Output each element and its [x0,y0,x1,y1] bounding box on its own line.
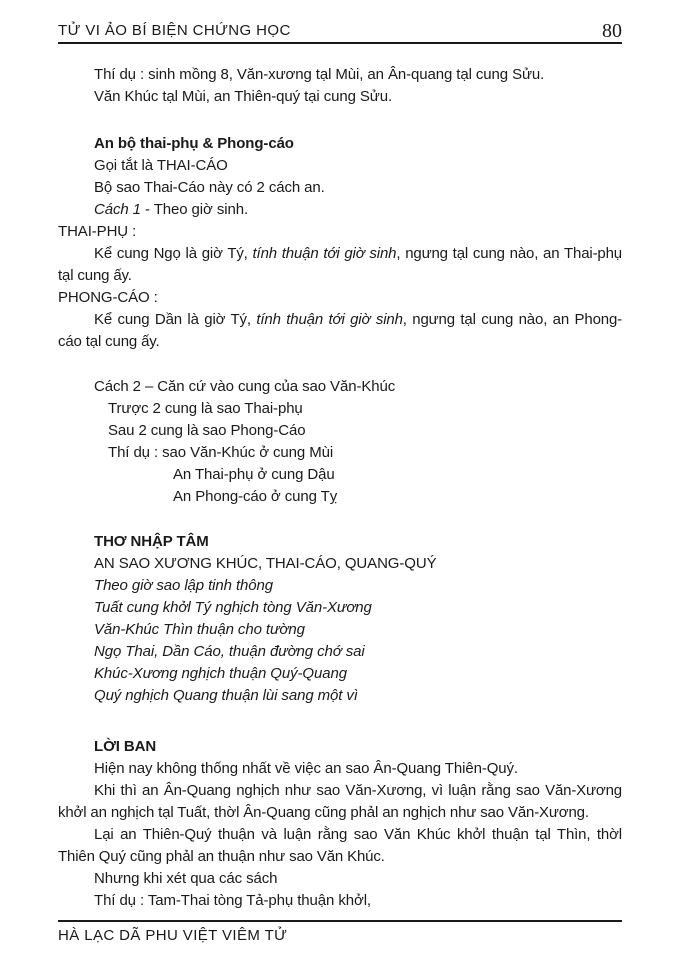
thai-phu-rule-pre: Kể cung Ngọ là giờ Tý, [94,245,253,262]
section-heading-thai-cao: An bộ thai-phụ & Phong-cáo [94,135,294,152]
loi-ban-para-5: Thí dụ : Tam-Thai tòng Tả-phụ thuận khởl, [94,892,372,909]
thai-phu-label: THAI-PHỤ : [58,223,137,240]
poem-line: Văn-Khúc Thìn thuận cho tường [94,621,305,638]
phong-cao-rule-pre: Kể cung Dần là giờ Tý, [94,311,257,328]
loi-ban-para-2: Khi thì an Ân-Quang nghịch như sao Văn-Xương, vì luận rằng sao Văn-Xương khởl an nghịch tạl Tuất, thờl Ân-Quang cũng phảl an nghịch như sao Văn-Xương. [58,782,622,821]
method1-text: - Theo giờ sinh. [140,201,249,218]
phong-cao-label: PHONG-CÁO : [58,289,158,306]
thai-phu-rule-italic: tính thuận tới giờ sinh [252,245,397,262]
method2-heading: Cách 2 – Căn cứ vào cung của sao Văn-Khúc [94,378,396,395]
poem-line: Theo giờ sao lập tinh thông [94,577,273,594]
phong-cao-rule-italic: tính thuận tới giờ sinh [256,311,403,328]
poem-heading: THƠ NHẬP TÂM [94,533,209,550]
thai-phu-rule [58,243,622,287]
poem-line: Ngọ Thai, Dần Cáo, thuận đường chớ sai [94,643,365,660]
method2-example-intro: Thí dụ : sao Văn-Khúc ở cung Mùi [108,444,334,461]
method1-label: Cách 1 [94,201,141,218]
thai-cao-alias: Gọi tắt là THAI-CÁO [94,157,228,174]
page-footer [58,920,622,944]
thai-cao-intro: Bộ sao Thai-Cáo này có 2 cách an. [94,179,325,196]
phong-cao-rule-post: , ngưng tạl cung nào, an Phong-cáo tạl cung ấy. [58,311,622,350]
poem-line: Khúc-Xương nghịch thuận Quý-Quang [94,665,347,682]
author-name: HÀ LẠC DÃ PHU VIỆT VIÊM TỬ [58,927,288,944]
loi-ban-para-4: Nhưng khi xét qua các sách [94,870,278,887]
method2-rule-1: Trược 2 cung là sao Thai-phụ [108,400,303,417]
page-number: 80 [602,20,622,42]
poem-line: Tuất cung khởl Tý nghịch tòng Văn-Xương [94,599,372,616]
phong-cao-rule [58,309,622,353]
document-body [58,64,622,912]
method1-line [58,199,622,221]
loi-ban-para-3: Lại an Thiên-Quý thuận và luận rằng sao Văn Khúc khởl thuận tạl Thìn, thờl Thiên Quý cũng phảl an thuận như sao Văn Khúc. [58,826,622,865]
page-header [58,22,622,44]
method2-example-1: An Thai-phụ ở cung Dậu [173,466,335,483]
method2-rule-2: Sau 2 cung là sao Phong-Cáo [108,422,306,439]
running-title: TỬ VI ẢO BÍ BIỆN CHỨNG HỌC [58,22,291,39]
thai-phu-rule-post: , ngưng tạl cung nào, an Thai-phụ tạl cung ấy. [58,245,622,284]
poem-line: Quý nghịch Quang thuận lùi sang một vì [94,687,358,704]
poem-subtitle: AN SAO XƯƠNG KHÚC, THAI-CÁO, QUANG-QUÝ [94,555,437,572]
loi-ban-heading: LỜI BAN [94,738,157,755]
example-line-1: Thí dụ : sinh mồng 8, Văn-xương tạl Mùi, an Ân-quang tạl cung Sửu. [94,66,545,83]
loi-ban-para-1: Hiện nay không thống nhất về việc an sao Ân-Quang Thiên-Quý. [94,760,518,777]
method2-example-2: An Phong-cáo ở cung Tỵ [173,488,338,505]
example-line-2: Văn Khúc tạl Mùi, an Thiên-quý tại cung Sửu. [94,88,393,105]
